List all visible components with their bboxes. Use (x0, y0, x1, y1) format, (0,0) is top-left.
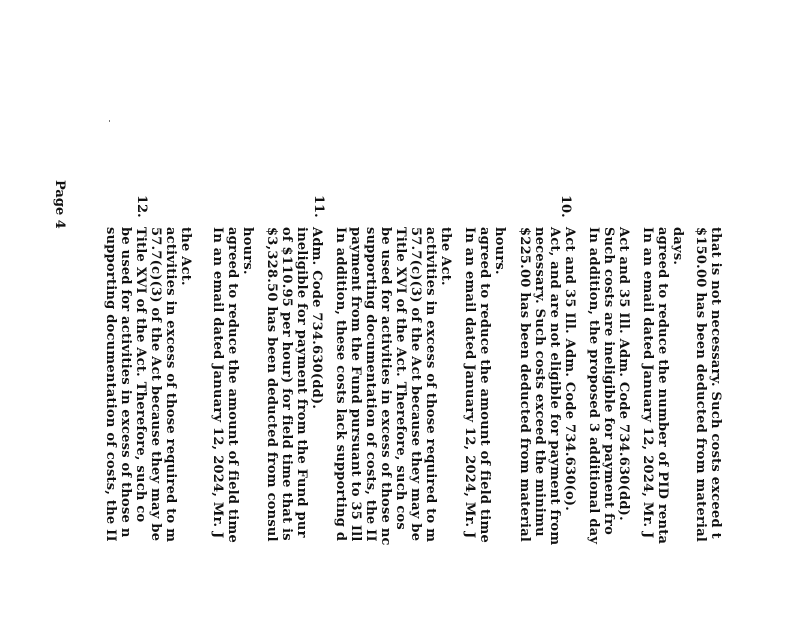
text-line: necessary. Such costs exceed the minimu (532, 227, 547, 537)
text-line: In an email dated January 12, 2024, Mr. J (210, 227, 225, 539)
text-line: 57.7(c)(3) of the Act because they may be (148, 227, 163, 542)
text-line: activities in excess of those required to m (423, 227, 438, 543)
text-line: hours. (240, 227, 255, 275)
text-line: that is not necessary. Such costs exceed t (708, 227, 723, 539)
text-line: Act, and are not eligible for payment from (547, 227, 562, 546)
text-line: agreed to reduce the amount of field time (225, 227, 240, 543)
text-line: Such costs are ineligible for payment fro (601, 227, 616, 536)
text-line: the Act. (438, 227, 453, 286)
text-line: Title XVI of the Act. Therefore, such co (133, 227, 148, 523)
text-line: In an email dated January 12, 2024, Mr. J (462, 227, 477, 539)
text-line: Adm. Code 734.630(dd). (309, 227, 324, 410)
text-line: of $110.95 per hour) for field time that is (279, 227, 294, 541)
item-number: 12. (134, 195, 149, 218)
text-line: Act and 35 Ill. Adm. Code 734.630(o). (562, 227, 577, 512)
text-line: ineligible for payment from the Fund pur (294, 227, 309, 538)
text-line: In addition, the proposed 3 additional day (586, 227, 601, 545)
text-line: hours. (492, 227, 507, 275)
page-header: Page 4 (52, 180, 67, 229)
text-line: 57.7(c)(3) of the Act because they may be (408, 227, 423, 542)
text-line: agreed to reduce the number of PID renta (655, 227, 670, 545)
text-line: payment from the Fund pursuant to 35 Ill (348, 227, 363, 542)
text-line: $225.00 has been deducted from material (517, 227, 532, 543)
text-line: Act and 35 Ill. Adm. Code 734.630(dd). (616, 227, 631, 521)
text-line: activities in excess of those required to m (163, 227, 178, 543)
text-line: Title XVI of the Act. Therefore, such cos (393, 227, 408, 531)
scan-speck (109, 120, 110, 122)
text-line: agreed to reduce the amount of field time (477, 227, 492, 543)
text-line: In an email dated January 12, 2024, Mr. J (640, 227, 655, 539)
text-line: $3,328.50 has been deducted from consul (264, 227, 279, 542)
text-line: the Act. (178, 227, 193, 286)
text-line: be used for activities in excess of those n (118, 227, 133, 538)
text-line: days. (670, 227, 685, 266)
text-line: be used for activities in excess of those nc (378, 227, 393, 546)
text-line: In addition, these costs lack supporting d (333, 227, 348, 542)
item-number: 11. (311, 195, 326, 218)
item-number: 10. (558, 195, 573, 218)
text-line: $150.00 has been deducted from material (693, 227, 708, 543)
text-line: supporting documentation of costs, the II (103, 227, 118, 542)
text-line: supporting documentation of costs, the II (363, 227, 378, 542)
